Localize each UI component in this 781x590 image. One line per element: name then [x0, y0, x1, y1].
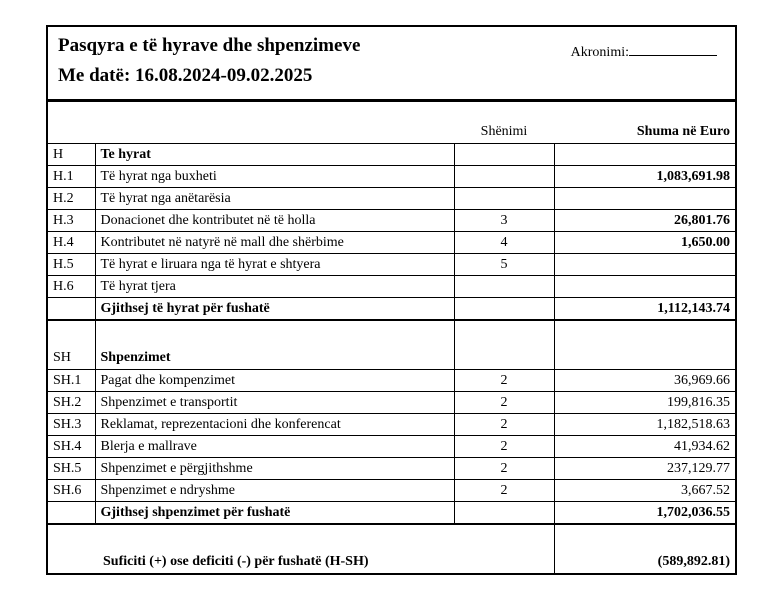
table-row	[48, 458, 735, 480]
row-note	[454, 166, 554, 188]
row-label: Të hyrat nga anëtarësia	[95, 188, 454, 210]
row-amount: 1,650.00	[554, 232, 735, 254]
row-code: SH.2	[48, 392, 95, 414]
row-amount: 1,182,518.63	[554, 414, 735, 436]
table-row	[48, 188, 735, 210]
row-label: Suficiti (+) ose deficiti (-) për fushatë (H-SH)	[48, 524, 554, 573]
row-amount	[554, 254, 735, 276]
row-amount: 26,801.76	[554, 210, 735, 232]
row-amount: 36,969.66	[554, 370, 735, 392]
row-note: 4	[454, 232, 554, 254]
table-row	[48, 276, 735, 298]
row-amount: 3,667.52	[554, 480, 735, 502]
table-body	[48, 144, 735, 574]
row-label: Kontributet në natyrë në mall dhe shërbime	[95, 232, 454, 254]
document-header	[48, 27, 735, 102]
row-note: 3	[454, 210, 554, 232]
row-note	[454, 188, 554, 210]
row-label: Pagat dhe kompenzimet	[95, 370, 454, 392]
document-title-block	[58, 31, 360, 91]
row-amount	[554, 188, 735, 210]
row-label: Gjithsej shpenzimet për fushatë	[95, 502, 454, 525]
row-code	[48, 502, 95, 525]
column-headers-row	[48, 102, 735, 143]
row-label: Shpenzimet	[95, 320, 454, 370]
table-row	[48, 370, 735, 392]
row-code: H.1	[48, 166, 95, 188]
table-row	[48, 320, 735, 370]
row-amount	[554, 276, 735, 298]
row-note: 5	[454, 254, 554, 276]
row-amount: 1,702,036.55	[554, 502, 735, 525]
table-row	[48, 392, 735, 414]
row-label: Të hyrat tjera	[95, 276, 454, 298]
row-note: 2	[454, 370, 554, 392]
row-label: Të hyrat nga buxheti	[95, 166, 454, 188]
row-amount: 1,112,143.74	[554, 298, 735, 321]
row-label: Shpenzimet e përgjithshme	[95, 458, 454, 480]
row-label: Blerja e mallrave	[95, 436, 454, 458]
row-note: 2	[454, 458, 554, 480]
row-label: Reklamat, reprezentacioni dhe konferencat	[95, 414, 454, 436]
acronym-blank-line	[629, 43, 717, 56]
row-label: Shpenzimet e transportit	[95, 392, 454, 414]
table-row	[48, 502, 735, 525]
document-title: Pasqyra e të hyrave dhe shpenzimeve	[58, 35, 361, 56]
column-header-note: Shënimi	[480, 124, 528, 139]
row-amount	[554, 144, 735, 166]
row-code: H	[48, 144, 95, 166]
row-note: 2	[454, 392, 554, 414]
row-amount	[554, 320, 735, 370]
row-label: Gjithsej të hyrat për fushatë	[95, 298, 454, 321]
row-note	[454, 502, 554, 525]
row-amount: 41,934.62	[554, 436, 735, 458]
row-label: Shpenzimet e ndryshme	[95, 480, 454, 502]
row-code: H.4	[48, 232, 95, 254]
row-note	[454, 276, 554, 298]
table-row	[48, 144, 735, 166]
table-row	[48, 232, 735, 254]
row-label: Donacionet dhe kontributet në të holla	[95, 210, 454, 232]
row-code: SH.1	[48, 370, 95, 392]
table-row	[48, 524, 735, 573]
table-row	[48, 414, 735, 436]
row-note: 2	[454, 480, 554, 502]
row-code: H.5	[48, 254, 95, 276]
row-code: H.2	[48, 188, 95, 210]
row-note	[454, 298, 554, 321]
row-code: SH.3	[48, 414, 95, 436]
row-amount: 237,129.77	[554, 458, 735, 480]
row-note	[454, 320, 554, 370]
table-row	[48, 210, 735, 232]
row-code: SH	[48, 320, 95, 370]
document-date-line: Me datë: 16.08.2024-09.02.2025	[58, 65, 313, 86]
row-amount: 199,816.35	[554, 392, 735, 414]
row-code: H.6	[48, 276, 95, 298]
row-code: H.3	[48, 210, 95, 232]
acronym-label: Akronimi:	[570, 45, 629, 60]
row-label: Te hyrat	[95, 144, 454, 166]
acronym-field	[571, 43, 725, 91]
row-amount: 1,083,691.98	[554, 166, 735, 188]
table-row	[48, 480, 735, 502]
row-code: SH.4	[48, 436, 95, 458]
row-code	[48, 298, 95, 321]
row-code: SH.5	[48, 458, 95, 480]
table-row	[48, 254, 735, 276]
row-note: 2	[454, 436, 554, 458]
table-row	[48, 436, 735, 458]
table-row	[48, 166, 735, 188]
row-amount: (589,892.81)	[657, 554, 730, 569]
row-label: Të hyrat e liruara nga të hyrat e shtyera	[95, 254, 454, 276]
column-header-amount: Shuma në Euro	[636, 124, 730, 139]
row-code: SH.6	[48, 480, 95, 502]
row-note	[454, 144, 554, 166]
financial-statement-document	[46, 25, 737, 575]
row-note: 2	[454, 414, 554, 436]
statement-table	[48, 143, 735, 573]
table-row	[48, 298, 735, 321]
